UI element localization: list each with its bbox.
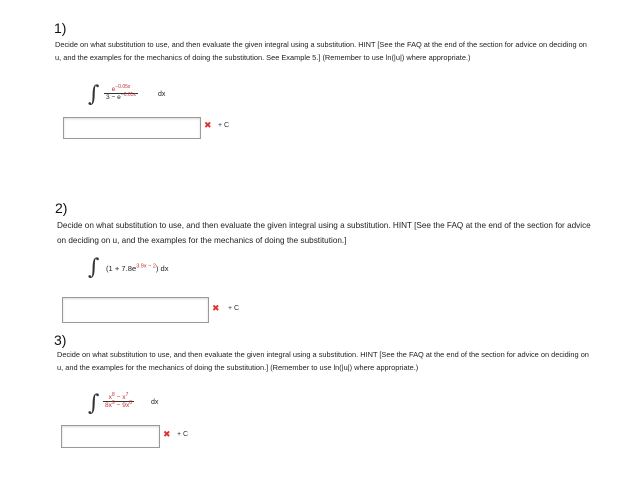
integrand-expression: $(1 + 7.8e^{3.9x - 2})$ dx bbox=[106, 263, 169, 273]
question-instructions: Decide on what substitution to use, and then evaluate the given integral using a substitution. HINT [See the FAQ at the end of the section for advice on deciding on u, and the examples for the mechanics of doing the substitution.] bbox=[57, 221, 591, 245]
incorrect-icon: ✖ bbox=[204, 120, 212, 130]
integral-sign-icon: ∫ bbox=[88, 82, 100, 107]
question-instructions: Decide on what substitution to use, and then evaluate the given integral using a substitution. HINT [See the FAQ at the end of the section for advice on deciding on u, and the examples for the mechanics of doing the substitution. See Example 5.] (Remember to use ln(|u|) where appropriate.) bbox=[55, 40, 587, 62]
incorrect-icon: ✖ bbox=[212, 303, 220, 313]
differential: dx bbox=[158, 91, 166, 98]
question-number: 2) bbox=[55, 200, 68, 216]
incorrect-icon: ✖ bbox=[163, 429, 171, 439]
constant-of-integration: + C bbox=[218, 122, 230, 129]
question-instructions: Decide on what substitution to use, and then evaluate the given integral using a substitution. HINT [See the FAQ at the end of the section for advice on deciding on u, and the examples for the mechanics of doing the substitution.] (Remember to use ln(|u|) where appropriate.) bbox=[57, 350, 589, 372]
constant-of-integration: + C bbox=[228, 305, 240, 312]
constant-of-integration: + C bbox=[177, 431, 189, 438]
integrand-fraction: $\frac{x^8 - x^7}{8x^9 - 9x^8}$ bbox=[105, 391, 133, 409]
question-number: 1) bbox=[54, 20, 67, 36]
differential: dx bbox=[151, 399, 159, 406]
integral-sign-icon: ∫ bbox=[88, 255, 100, 280]
question-number: 3) bbox=[54, 332, 67, 348]
integrand-fraction: $\frac{e^{-0.05x}}{3 - e^{-0.05x}}$ bbox=[106, 83, 137, 101]
answer-input[interactable] bbox=[61, 425, 160, 448]
answer-input[interactable] bbox=[63, 117, 201, 139]
answer-input[interactable] bbox=[62, 297, 209, 323]
integral-sign-icon: ∫ bbox=[88, 391, 100, 416]
